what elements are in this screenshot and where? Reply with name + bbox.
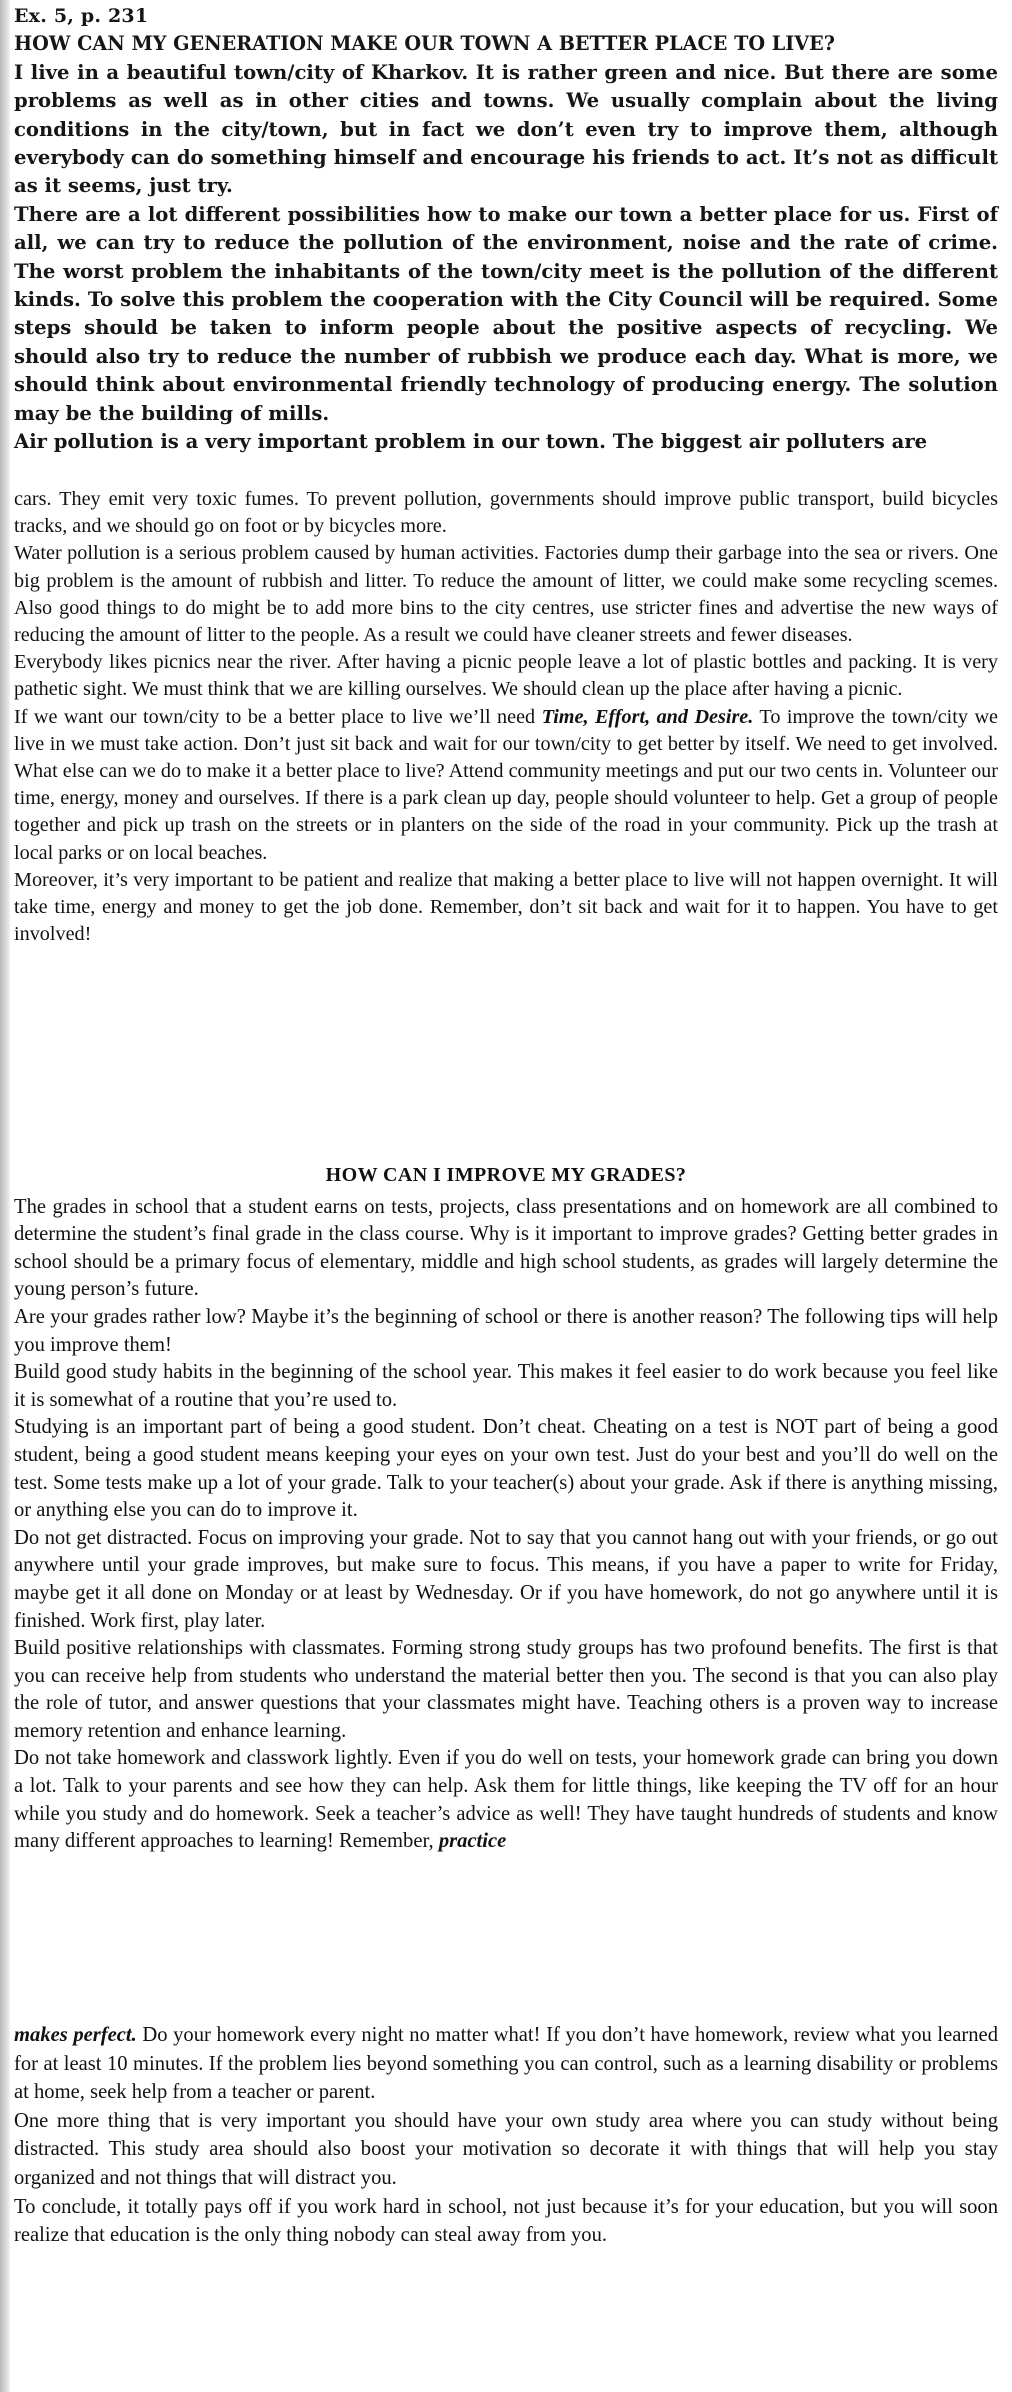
essay1-paragraph: cars. They emit very toxic fumes. To prevent pollution, governments should improve public transport, build bicycles tracks, and we should go on foot or by bicycles more. [14,488,998,538]
text-run: Do not take homework and classwork lightly. Even if you do well on tests, your homework grade can bring you down a lot. Talk to your parents and see how they can help. Ask them for little things, like keeping the TV off for an hour while you study and do homework. Seek a teacher’s advice as well! They have taught hundreds of students and know many different approaches to learning! Remember, [14,1747,998,1853]
essay1-paragraph: I live in a beautiful town/city of Kharkov. It is rather green and nice. But there are some problems as well as in other cities and towns. We usually complain about the living conditions in the city/town, but in fact we don’t even try to improve them, although everybody can do something himself and encourage his friends to act. It’s not as difficult as it seems, just try. [14,60,998,198]
essay2-paragraph: One more thing that is very important you should have your own study area where you can study without being distracted. This study area should also boost your motivation so decorate it with things that will help you stay organized and not things that will distract you. [14,2109,998,2189]
essay2-paragraph: Are your grades rather low? Maybe it’s the beginning of school or there is another reason? The following tips will help you improve them! [14,1305,998,1356]
essay2-paragraph: Build good study habits in the beginning of the school year. This makes it feel easier to do work because you feel like it is somewhat of a routine that you’re used to. [14,1361,998,1411]
emphasis-text: Time, Effort, and Desire. [541,705,754,728]
essay1-paragraph: Water pollution is a serious problem caused by human activities. Factories dump their garbage into the sea or rivers. One big problem is the amount of rubbish and litter. To reduce the amount of litter, we could make some recycling scemes. Also good things to do might be to add more bins to the city centres, use stricter fines and advertise the new ways of reducing the amount of litter to the people. As a result we could have cleaner streets and fewer diseases. [14,542,998,647]
essay2-paragraph: Do not get distracted. Focus on improving your grade. Not to say that you cannot hang out with your friends, or go out anywhere until your grade improves, but make sure to focus. This means, if you have a paper to write for Friday, maybe get it all done on Monday or at least by Wednesday. Or if you have homework, do not go anywhere until it is finished. Work first, play later. [14,1526,998,1632]
essay2-paragraph: Build positive relationships with classmates. Forming strong study groups has two profound benefits. The first is that you can receive help from students who understand the material better then you. The second is that you can also play the role of tutor, and answer questions that your classmates might have. Teaching others is a proven way to increase memory retention and enhance learning. [14,1637,998,1742]
essay1-regular-block [14,486,998,948]
text-run: To improve the town/city we live in we must take action. Don’t just sit back and wait for our town/city to get better by itself. We need to get involved. What else can we do to make it a better place to live? Attend community meetings and put our two cents in. Volunteer our time, energy, money and ourselves. If there is a park clean up day, people should volunteer to help. Get a group of people together and pick up trash on the streets or in planters on the side of the road in your community. Pick up the trash at local parks or on local beaches. [14,705,998,864]
essay2-paragraph: Studying is an important part of being a good student. Don’t cheat. Cheating on a test is NOT part of being a good student, being a good student means keeping your eyes on your own test. Just do your best and you’ll do well on the test. Some tests make up a lot of your grade. Talk to your teacher(s) about your grade. Ask if there is anything missing, or anything else you can do to improve it. [14,1416,998,1522]
essay1-paragraph: Moreover, it’s very important to be patient and realize that making a better place to live will not happen overnight. It will take time, energy and money to get the job done. Remember, don’t sit back and wait for it to happen. You have to get involved! [14,868,998,946]
essay2-paragraph-homework [14,1745,998,1855]
text-run: If we want our town/city to be a better place to live we’ll need [14,705,542,728]
scan-edge-shadow [0,0,10,2392]
emphasis-text: makes perfect. [14,2024,137,2046]
emphasis-text: practice [438,1830,507,1853]
text-run: Do your homework every night no matter what! If you don’t have homework, review what you learned for at least 10 minutes. If the problem lies beyond something you can control, such as a learning disability or problems at home, seek help from a teacher or parent. [14,2024,998,2104]
essay1-paragraph-time-effort-desire [14,704,998,867]
essay1-paragraph: There are a lot different possibilities how to make our town a better place for us. First of all, we can try to reduce the pollution of the environment, noise and the rate of crime. The worst problem the inhabitants of the town/city meet is the pollution of the different kinds. To solve this problem the cooperation with the City Council will be required. Some steps should be taken to inform people about the positive aspects of recycling. We should also try to reduce the number of rubbish we produce each day. What is more, we should think about environmental friendly technology of producing energy. The solution may be the building of mills. [14,202,998,425]
essay1-paragraph: Everybody likes picnics near the river. After having a picnic people leave a lot of plastic bottles and packing. It is very pathetic sight. We must think that we are killing ourselves. We should clean up the place after having a picnic. [14,651,998,701]
essay2-continuation-block [14,2021,998,2250]
essay1-title: HOW CAN MY GENERATION MAKE OUR TOWN A BETTER PLACE TO LIVE? [14,32,835,56]
exercise-label: Ex. 5, p. 231 [14,5,149,27]
essay2-paragraph-homework-cont [14,2021,998,2107]
essay1-bold-block [14,2,998,457]
essay2-title: HOW CAN I IMPROVE MY GRADES? [325,1164,687,1186]
essay2-paragraph: The grades in school that a student earns on tests, projects, class presentations and on homework are all combined to determine the student’s final grade in the class course. Why is it important to improve grades? Getting better grades in school should be a primary focus of elementary, middle and high school students, as grades will largely determine the young person’s future. [14,1195,998,1301]
essay2-block [14,1162,998,1856]
essay2-paragraph: To conclude, it totally pays off if you work hard in school, not just because it’s for your education, but you will soon realize that education is the only thing nobody can steal away from you. [14,2195,998,2247]
essay1-paragraph: Air pollution is a very important problem in our town. The biggest air polluters are [14,430,928,454]
